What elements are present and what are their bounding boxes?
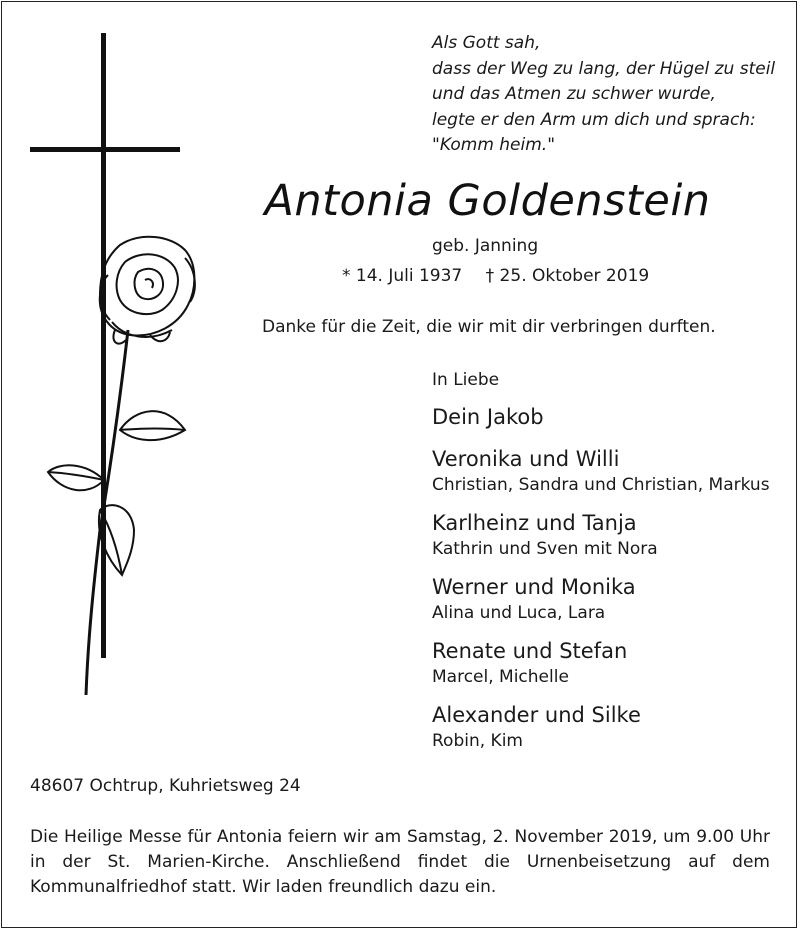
family-group (432, 444, 770, 496)
family-sub: Christian, Sandra und Christian, Markus (432, 475, 770, 495)
family-group (432, 700, 770, 752)
family-main: Dein Jakob (432, 405, 544, 429)
poem-line: und das Atmen zu schwer wurde, (432, 84, 716, 104)
address: 48607 Ochtrup, Kuhrietsweg 24 (30, 776, 301, 796)
family-sub: Marcel, Michelle (432, 667, 569, 687)
family-main: Renate und Stefan (432, 639, 628, 663)
life-dates (342, 266, 667, 286)
poem-line: dass der Weg zu lang, der Hügel zu steil (432, 58, 776, 79)
thanks-text: Danke für die Zeit, die wir mit dir verbringen durften. (262, 317, 716, 337)
family-sub: Robin, Kim (432, 731, 523, 751)
family-main: Veronika und Willi (432, 447, 620, 471)
cross-icon (30, 33, 180, 658)
family-sub: Kathrin und Sven mit Nora (432, 539, 658, 559)
in-love-label: In Liebe (432, 370, 500, 390)
rose-icon (48, 237, 195, 695)
family-group (432, 572, 770, 624)
death-date: † 25. Oktober 2019 (485, 266, 650, 286)
birth-date: * 14. Juli 1937 (342, 266, 463, 286)
poem-line: "Komm heim." (432, 135, 556, 155)
family-group (432, 508, 770, 560)
family-main: Karlheinz und Tanja (432, 511, 637, 535)
mass-notice: Die Heilige Messe für Antonia feiern wir am Samstag, 2. November 2019, um 9.00 Uhr in der St. Marien-Kirche. Anschließend findet die Urnenbeisetzung auf dem Kommunalfriedhof statt. Wir laden freundlich dazu ein. (30, 827, 770, 897)
family-group (432, 402, 770, 432)
deceased-name: Antonia Goldenstein (264, 176, 711, 226)
family-group (432, 636, 770, 688)
cross-rose-illustration (0, 0, 260, 720)
family-main: Alexander und Silke (432, 703, 641, 727)
poem (432, 31, 775, 159)
poem-line: Als Gott sah, (432, 33, 541, 53)
birth-name: geb. Janning (432, 236, 539, 256)
poem-line: legte er den Arm um dich und sprach: (432, 109, 756, 130)
family-sub: Alina und Luca, Lara (432, 603, 606, 623)
family-list (432, 402, 770, 764)
family-main: Werner und Monika (432, 575, 636, 599)
